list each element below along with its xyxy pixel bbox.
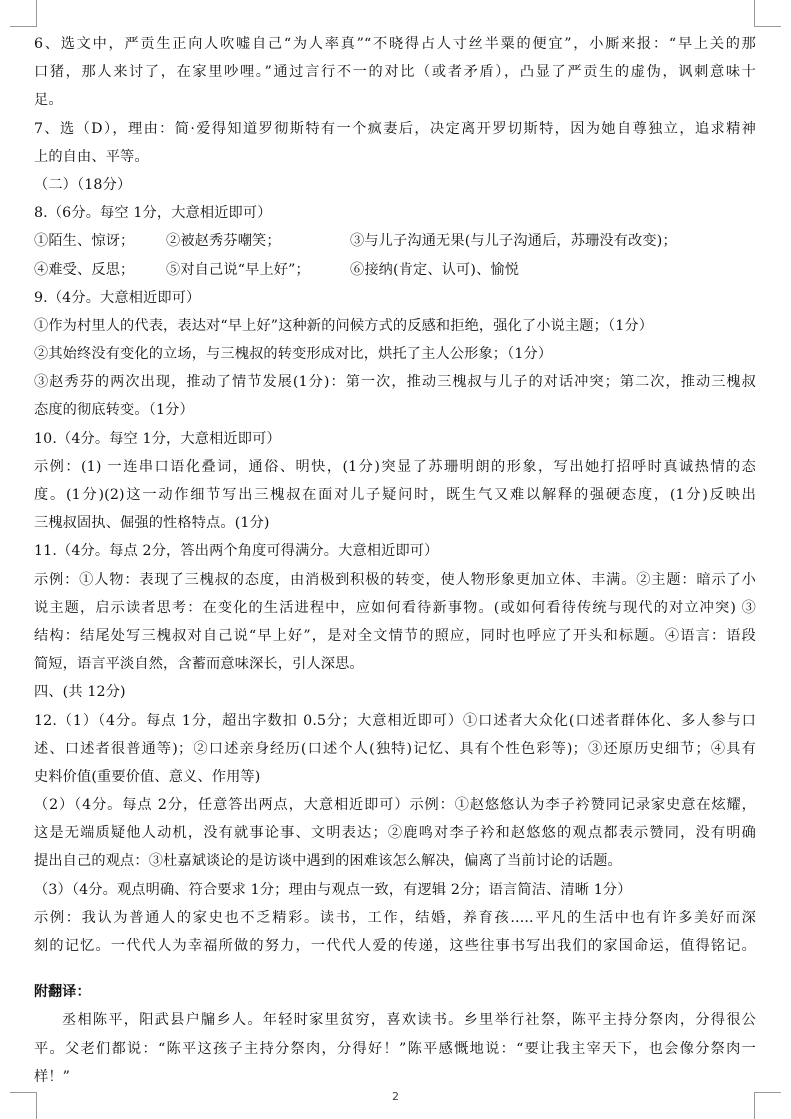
q9-line-1: ①作为村里人的代表，表达对“早上好”这种新的问候方式的反感和拒绝，强化了小说主题；（1分） (34, 317, 654, 334)
q10-line-3: 三槐叔固执、倔强的性格特点。(1分) (34, 515, 270, 532)
q8-row-1 (34, 227, 756, 255)
q9-line-2: ②其始终没有变化的立场，与三槐叔的转变形成对比，烘托了主人公形象；（1分） (34, 346, 553, 363)
q11-line-2: 说主题，启示读者思考：在变化的生活进程中，应如何看待新事物。(或如何看待传统与现代的对立冲突) ③ (34, 599, 756, 616)
q11-line-4: 简短，语言平淡自然，含蓄而意味深长，引人深思。 (34, 656, 364, 673)
q6-line-3: 足。 (34, 92, 63, 109)
q10-heading: 10.（4分。每空 1分，大意相近即可） (34, 430, 281, 447)
q7-line-2: 上的自由、平等。 (34, 148, 149, 165)
q12-line-4: （2）（4分。每点 2分，任意答出两点，大意相近即可）示例：①赵悠悠认为李子衿赞同记录家史意在炫耀， (34, 797, 756, 814)
q10-line-2: 度。(1分)(2)这一动作细节写出三槐叔在面对儿子疑问时，既生气又难以解释的强硬态度，(1分)反映出 (34, 487, 756, 503)
q8-row-2 (34, 256, 756, 284)
q8-answer-4: ④难受、反思； (34, 261, 135, 278)
answer-key-content (34, 30, 756, 1091)
q8-answer-2: ②被赵秀芬嘲笑； (166, 233, 281, 250)
q12-line-3: 史料价值(重要价值、意义、作用等) (34, 768, 261, 785)
section-spacer (34, 960, 756, 978)
page-number: 2 (392, 1090, 399, 1103)
translation-line-1: 丞相陈平，阳武县户牖乡人。年轻时家里贫穷，喜欢读书。乡里举行社祭，陈平主持分祭肉，分得很公 (62, 1012, 756, 1029)
q8-answer-3: ③与儿子沟通无果(与儿子沟通后，苏珊没有改变)； (350, 233, 677, 250)
q12-line-7: （3）（4分。观点明确、符合要求 1分；理由与观点一致，有逻辑 2分；语言简洁、清晰 1分） (34, 881, 632, 898)
q12-line-1: 12.（1）（4分。每点 1分，超出字数扣 0.5分；大意相近即可）①口述者大众化(口述者群体化、多人参与口 (34, 712, 756, 729)
q6-line-1: 6、选文中，严贡生正向人吹嘘自己“为人率真”“不晓得占人寸丝半粟的便宜”，小厮来报：“早上关的那 (34, 36, 756, 52)
q9-line-3: ③赵秀芬的两次出现，推动了情节发展(1分)：第一次，推动三槐叔与儿子的对话冲突；第二次，推动三槐叔 (34, 374, 756, 391)
q6-line-2: 口猪，那人来讨了，在家里吵哩。”通过言行不一的对比（或者矛盾），凸显了严贡生的虚伪，讽刺意味十 (34, 64, 756, 81)
q12-line-9: 刻的记忆。一代代人为幸福所做的努力，一代代人爱的传递，这些往事书写出我们的家国命运，值得铭记。 (34, 938, 756, 954)
section-2-heading: （二）（18分） (34, 176, 132, 193)
q11-heading: 11.（4分。每点 2分，答出两个角度可得满分。大意相近即可） (34, 543, 439, 560)
translation-line-3: 样！” (34, 1068, 71, 1085)
q8-heading: 8.（6分。每空 1分，大意相近即可） (34, 205, 272, 222)
q9-line-4: 态度的彻底转变。（1分） (34, 402, 194, 419)
crop-mark-top-left (10, 0, 37, 27)
q12-line-6: 提出自己的观点：③杜嘉斌谈论的是访谈中遇到的困难该怎么解决，偏离了当前讨论的话题。 (34, 853, 622, 870)
q10-line-1: 示例：(1) 一连串口语化叠词，通俗、明快，(1分)突显了苏珊明朗的形象，写出她打招呼时真诚热情的态 (34, 458, 756, 475)
q12-line-2: 述、口述者很普通等)；②口述亲身经历(口述个人(独特)记忆、具有个性色彩等)；③还原历史细节；④具有 (34, 740, 756, 757)
q11-line-3: 结构：结尾处写三槐叔对自己说“早上好”，是对全文情节的照应，同时也呼应了开头和标题。④语言：语段 (34, 627, 756, 644)
q7-line-1: 7、选（D），理由：简·爱得知道罗彻斯特有一个疯妻后，决定离开罗切斯特，因为她自尊独立，追求精神 (34, 120, 756, 137)
q9-heading: 9.（4分。大意相近即可） (34, 289, 201, 306)
q8-answer-6: ⑥接纳(肯定、认可)、愉悦 (350, 261, 520, 278)
q8-answer-5: ⑤对自己说“早上好”； (166, 261, 310, 278)
q8-answer-1: ①陌生、惊讶； (34, 233, 135, 250)
translation-title: 附翻译： (34, 984, 91, 1001)
q12-line-8: 示例：我认为普通人的家史也不乏精彩。读书，工作，结婚，养育孩.....平凡的生活中也有许多美好而深 (34, 909, 756, 926)
translation-line-2: 平。父老们都说：“陈平这孩子主持分祭肉，分得好！”陈平感慨地说：“要让我主宰天下，也会像分祭肉一 (34, 1040, 756, 1057)
crop-mark-top-right (754, 0, 781, 27)
q12-line-5: 这是无端质疑他人动机，没有就事论事、文明表达；②鹿鸣对李子衿和赵悠悠的观点都表示赞同，没有明确 (34, 825, 756, 842)
section-4-heading: 四、(共 12分) (34, 684, 126, 701)
q11-line-1: 示例：①人物：表现了三槐叔的态度，由消极到积极的转变，使人物形象更加立体、丰满。②主题：暗示了小 (34, 571, 756, 588)
